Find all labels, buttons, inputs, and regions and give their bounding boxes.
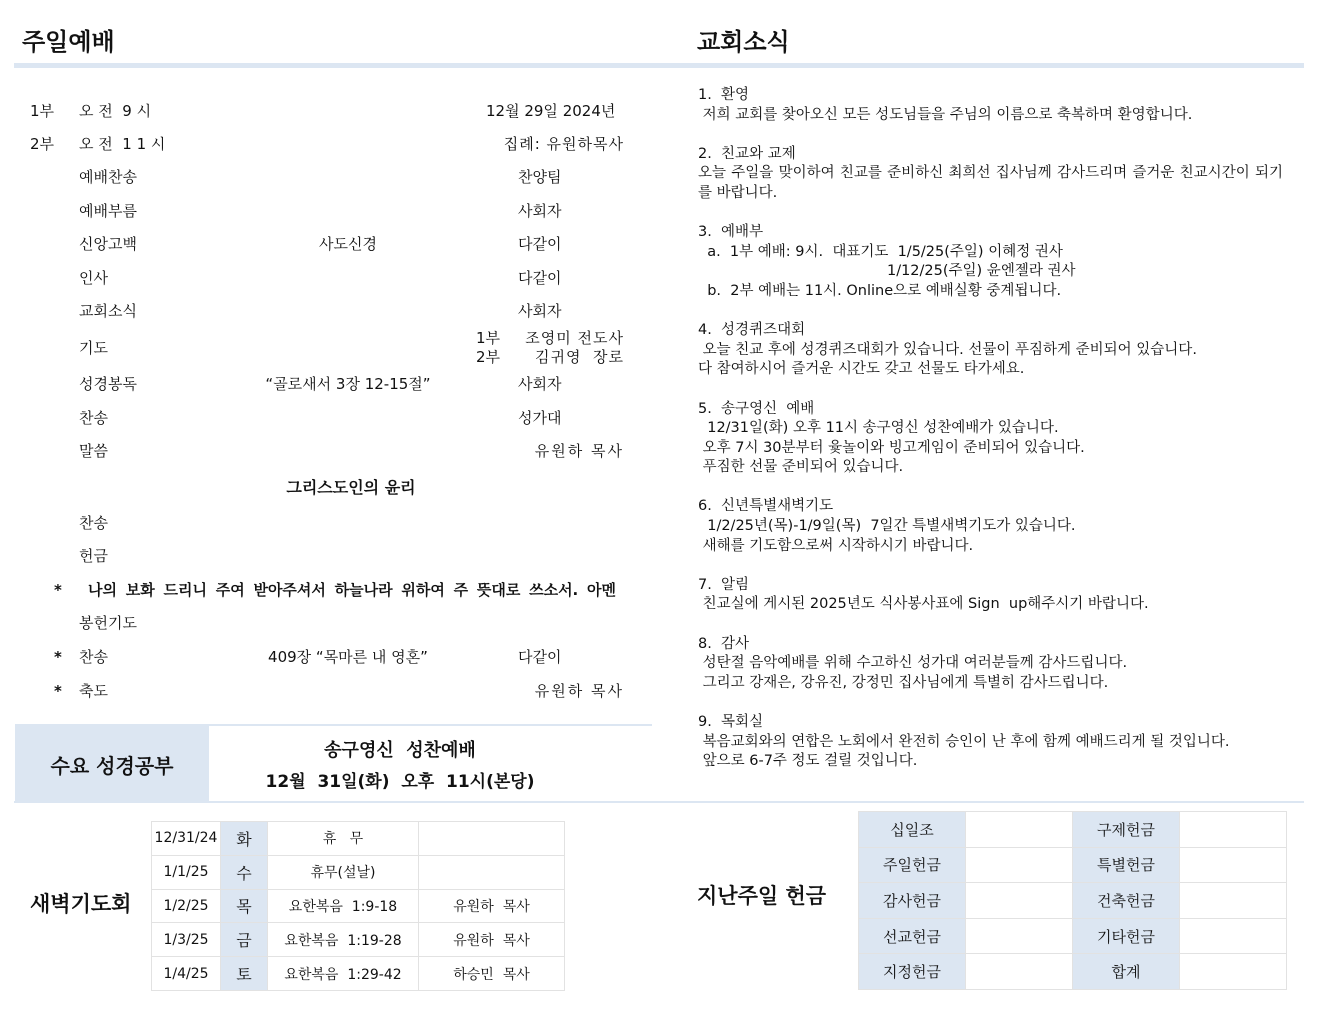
news-item	[698, 635, 1283, 694]
table-row	[152, 822, 565, 856]
date-cell: 12/31/24	[152, 822, 221, 856]
order-leader: 사회자	[518, 302, 562, 320]
offering-amount	[1180, 918, 1287, 954]
news-line: 앞으로 6-7주 정도 걸릴 것입니다.	[698, 753, 918, 770]
news-line: 다 참여하시어 즐거운 시간도 갖고 선물도 타가세요.	[698, 361, 1025, 378]
order-item: 헌금	[79, 547, 108, 565]
news-heading: 9. 목회실	[698, 714, 764, 730]
order-item: 말씀	[79, 442, 108, 460]
service2-time: 오 전 1 1 시	[79, 135, 166, 153]
dawn-prayer-title: 새벽기도회	[30, 892, 132, 916]
offering-amount	[966, 812, 1073, 848]
news-item	[698, 576, 1283, 615]
wednesday-datetime: 12월 31일(화) 오후 11시(본당)	[265, 772, 535, 792]
news-line: a. 1부 예배: 9시. 대표기도 1/5/25(주일) 이혜정 권사	[698, 243, 1063, 260]
news-item	[698, 223, 1283, 301]
prayer-service2-label: 2부	[476, 348, 501, 366]
offering-title: 지난주일 헌금	[697, 884, 827, 908]
table-row	[859, 954, 1287, 990]
news-heading: 2. 친교와 교제	[698, 145, 796, 162]
news-line: 그리고 강재은, 강유진, 강정민 집사님에게 특별히 감사드립니다.	[698, 674, 1109, 691]
table-row	[152, 957, 565, 991]
leader-cell: 유원하 목사	[419, 889, 565, 923]
wednesday-label: 수요 성경공부	[15, 726, 209, 802]
order-middle: 사도신경	[319, 235, 377, 253]
order-middle: 409장 “목마른 내 영혼”	[268, 648, 428, 666]
date-cell: 1/4/25	[152, 957, 221, 991]
order-item: 기도	[79, 339, 108, 357]
date-cell: 1/3/25	[152, 923, 221, 957]
news-line: 12/31일(화) 오후 11시 송구영신 성찬예배가 있습니다.	[698, 420, 1059, 437]
day-cell: 목	[221, 889, 268, 923]
news-heading: 6. 신년특별새벽기도	[698, 498, 834, 515]
order-middle: “골로새서 3장 12-15절”	[265, 375, 431, 393]
worship-date: 12월 29일 2024년	[486, 102, 616, 120]
news-heading: 8. 감사	[698, 635, 750, 652]
news-line: 성탄절 음악예배를 위해 수고하신 성가대 여러분들께 감사드립니다.	[698, 655, 1128, 672]
table-row	[859, 847, 1287, 883]
offering-label: 주일헌금	[859, 847, 966, 883]
wednesday-event: 송구영신 성찬예배	[324, 740, 476, 761]
order-leader: 성가대	[518, 409, 562, 427]
offering-hymn-text: 나의 보화 드리니 주여 받아주셔서 하늘나라 위하여 주 뜻대로 쓰소서. 아멘	[88, 581, 616, 599]
content-cell: 요한복음 1:29-42	[268, 957, 419, 991]
star-mark: *	[54, 581, 62, 599]
table-row	[859, 883, 1287, 919]
service1-time: 오 전 9 시	[79, 102, 152, 120]
leader-cell: 하승민 목사	[419, 957, 565, 991]
offering-label: 십일조	[859, 812, 966, 848]
date-cell: 1/2/25	[152, 889, 221, 923]
prayer-leader1: 조영미 전도사	[525, 329, 624, 347]
header-divider	[14, 63, 1304, 68]
news-heading: 5. 송구영신 예배	[698, 400, 815, 417]
offering-amount	[1180, 812, 1287, 848]
offering-label: 합계	[1073, 954, 1180, 990]
church-news	[698, 86, 1283, 791]
leader-cell	[419, 855, 565, 889]
content-cell: 휴무(설날)	[268, 855, 419, 889]
sermon-title: 그리스도인의 윤리	[286, 478, 416, 497]
presider: 집례: 유원하목사	[503, 135, 624, 153]
order-leader: 사회자	[518, 375, 562, 393]
order-leader: 다같이	[518, 269, 562, 287]
table-row	[152, 889, 565, 923]
offering-label: 선교헌금	[859, 918, 966, 954]
service2-label: 2부	[30, 135, 55, 153]
date-cell: 1/1/25	[152, 855, 221, 889]
offering-label: 특별헌금	[1073, 847, 1180, 883]
table-row	[152, 855, 565, 889]
order-item: 신앙고백	[79, 235, 137, 253]
content-cell: 휴 무	[268, 822, 419, 856]
prayer-leader2: 김귀영 장로	[535, 348, 624, 366]
day-cell: 금	[221, 923, 268, 957]
news-item	[698, 86, 1283, 125]
news-item	[698, 321, 1283, 380]
news-paragraph: 오늘 주일을 맞이하여 친교를 준비하신 최희선 집사님께 감사드리며 즐거운 친교시간이 되기를 바랍니다.	[698, 165, 1283, 201]
content-cell: 요한복음 1:19-28	[268, 923, 419, 957]
order-leader: 유원하 목사	[534, 442, 624, 460]
news-line: b. 2부 예배는 11시. Online으로 예배실황 중계됩니다.	[698, 282, 1062, 299]
order-leader: 사회자	[518, 202, 562, 220]
news-heading: 3. 예배부	[698, 224, 764, 241]
order-item: 인사	[79, 269, 108, 287]
offering-label: 구제헌금	[1073, 812, 1180, 848]
table-row	[859, 918, 1287, 954]
news-title: 교회소식	[697, 28, 790, 56]
news-item	[698, 145, 1283, 204]
news-heading: 4. 성경퀴즈대회	[698, 322, 806, 339]
order-leader: 다같이	[518, 648, 562, 666]
offering-table	[858, 811, 1287, 990]
prayer-service1-label: 1부	[476, 329, 501, 347]
news-line: 1/12/25(주일) 윤엔젤라 권사	[698, 263, 1076, 280]
news-heading: 1. 환영	[698, 87, 750, 103]
order-leader: 찬양팀	[518, 168, 562, 186]
day-cell: 토	[221, 957, 268, 991]
star-mark: *	[54, 682, 62, 700]
star-mark: *	[54, 648, 62, 666]
news-line: 복음교회와의 연합은 노회에서 완전히 승인이 난 후에 함께 예배드리게 될 것입니다.	[698, 733, 1230, 750]
news-line: 푸짐한 선물 준비되어 있습니다.	[698, 459, 904, 476]
leader-cell: 유원하 목사	[419, 923, 565, 957]
offering-label: 감사헌금	[859, 883, 966, 919]
table-row	[152, 923, 565, 957]
offering-amount	[1180, 847, 1287, 883]
offering-amount	[966, 918, 1073, 954]
news-heading: 7. 알림	[698, 576, 750, 593]
offering-amount	[966, 954, 1073, 990]
order-item: 교회소식	[79, 302, 137, 320]
offering-amount	[966, 883, 1073, 919]
news-item	[698, 400, 1283, 478]
order-item: 봉헌기도	[79, 614, 137, 632]
news-line: 오후 7시 30분부터 윷놀이와 빙고게임이 준비되어 있습니다.	[698, 439, 1085, 456]
order-leader: 다같이	[518, 235, 562, 253]
order-item: 찬송	[79, 648, 108, 666]
news-item	[698, 497, 1283, 556]
offering-label: 건축헌금	[1073, 883, 1180, 919]
news-line: 오늘 친교 후에 성경퀴즈대회가 있습니다. 선물이 푸짐하게 준비되어 있습니다.	[698, 341, 1197, 358]
day-cell: 화	[221, 822, 268, 856]
order-item: 찬송	[79, 514, 108, 532]
table-row	[859, 812, 1287, 848]
service1-label: 1부	[30, 102, 55, 120]
order-item: 찬송	[79, 409, 108, 427]
news-line: 친교실에 게시된 2025년도 식사봉사표에 Sign up해주시기 바랍니다.	[698, 596, 1149, 613]
offering-amount	[966, 847, 1073, 883]
section-divider	[14, 801, 1304, 803]
offering-amount	[1180, 954, 1287, 990]
order-item: 성경봉독	[79, 375, 137, 393]
worship-title: 주일예배	[22, 28, 115, 56]
offering-amount	[1180, 883, 1287, 919]
day-cell: 수	[221, 855, 268, 889]
dawn-prayer-table	[151, 821, 565, 991]
order-leader: 유원하 목사	[534, 682, 624, 700]
news-line: 1/2/25년(목)-1/9일(목) 7일간 특별새벽기도가 있습니다.	[698, 518, 1076, 535]
leader-cell	[419, 822, 565, 856]
order-item: 축도	[79, 682, 108, 700]
offering-label: 기타헌금	[1073, 918, 1180, 954]
news-line: 저희 교회를 찾아오신 모든 성도님들을 주님의 이름으로 축복하며 환영합니다.	[698, 106, 1193, 123]
news-item	[698, 713, 1283, 772]
content-cell: 요한복음 1:9-18	[268, 889, 419, 923]
news-line: 새해를 기도함으로써 시작하시기 바랍니다.	[698, 537, 974, 554]
order-item: 예배부름	[79, 202, 137, 220]
order-item: 예배찬송	[79, 168, 137, 186]
offering-label: 지정헌금	[859, 954, 966, 990]
